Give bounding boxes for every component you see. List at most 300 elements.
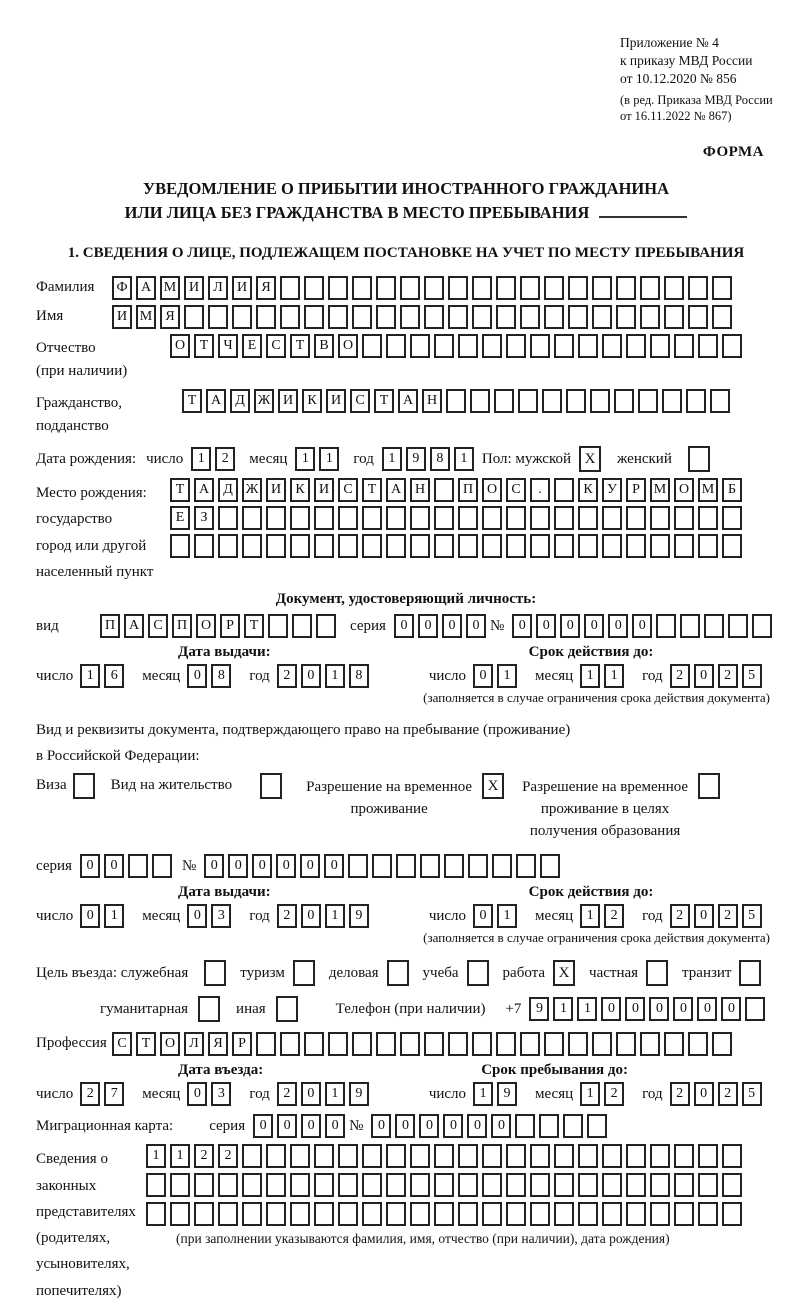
char-box: 0 — [301, 1114, 321, 1138]
issue-date-heading: Дата выдачи: — [178, 644, 271, 660]
char-box — [170, 1202, 190, 1226]
char-box — [434, 534, 454, 558]
birth-year-boxes — [382, 447, 478, 471]
char-box: С — [506, 478, 526, 502]
purpose-private-checkbox — [646, 960, 668, 986]
identity-doc-dates — [36, 664, 776, 688]
char-box: А — [206, 389, 226, 413]
phone-boxes — [529, 997, 769, 1021]
char-box — [626, 1173, 646, 1197]
char-box — [592, 305, 612, 329]
char-box — [448, 305, 468, 329]
char-box: 0 — [649, 997, 669, 1021]
char-box — [674, 1173, 694, 1197]
char-box: 1 — [319, 447, 339, 471]
char-box — [472, 276, 492, 300]
citizenship-label: Гражданство, подданство — [36, 394, 123, 434]
char-box — [458, 334, 478, 358]
char-box: 1 — [325, 664, 345, 688]
char-box: 2 — [194, 1144, 214, 1168]
char-box — [316, 614, 336, 638]
issue-day-boxes — [80, 664, 128, 688]
char-box — [482, 334, 502, 358]
char-box: И — [278, 389, 298, 413]
char-box — [218, 1202, 238, 1226]
char-box: Т — [136, 1032, 156, 1056]
entry-date-heading: Дата въезда: — [178, 1062, 264, 1079]
char-box: 0 — [80, 854, 100, 878]
char-box — [396, 854, 416, 878]
char-box: П — [458, 478, 478, 502]
char-box — [314, 1144, 334, 1168]
char-box — [472, 1032, 492, 1056]
representatives-note: (при заполнении указываются фамилия, имя, отчество (при наличии), дата рождения) — [176, 1231, 670, 1247]
char-box: 3 — [211, 1082, 231, 1106]
char-box — [722, 1144, 742, 1168]
section1-heading: 1. СВЕДЕНИЯ О ЛИЦЕ, ПОДЛЕЖАЩЕМ ПОСТАНОВКЕ НА УЧЕТ ПО МЕСТУ ПРЕБЫВАНИЯ — [67, 245, 745, 261]
stay-month-boxes — [580, 1082, 628, 1106]
char-box — [616, 276, 636, 300]
char-box — [482, 506, 502, 530]
char-box: Т — [362, 478, 382, 502]
char-box — [722, 506, 742, 530]
char-box — [242, 1144, 262, 1168]
char-box: С — [148, 614, 168, 638]
char-box: 0 — [187, 1082, 207, 1106]
char-box — [494, 389, 514, 413]
char-box: Д — [230, 389, 250, 413]
char-box — [722, 334, 742, 358]
char-box — [626, 1144, 646, 1168]
char-box — [314, 506, 334, 530]
migration-number-label: № — [349, 1117, 364, 1134]
residence-valid-month-boxes — [580, 904, 628, 928]
char-box — [554, 534, 574, 558]
char-box — [448, 276, 468, 300]
char-box: Л — [184, 1032, 204, 1056]
residence-series-label: серия — [36, 857, 72, 874]
char-box: 9 — [349, 1082, 369, 1106]
char-box — [290, 1173, 310, 1197]
birth-place-row-3 — [170, 534, 746, 558]
char-box — [194, 1173, 214, 1197]
purpose-work-label: работа — [502, 964, 546, 981]
char-box — [554, 478, 574, 502]
char-box — [482, 534, 502, 558]
surname-row — [36, 276, 776, 300]
char-box — [602, 506, 622, 530]
char-box: Т — [194, 334, 214, 358]
valid-day-boxes — [473, 664, 521, 688]
char-box: 0 — [80, 904, 100, 928]
char-box — [704, 614, 724, 638]
char-box: И — [326, 389, 346, 413]
char-box: 1 — [325, 904, 345, 928]
char-box — [146, 1202, 166, 1226]
char-box — [568, 305, 588, 329]
char-box: 0 — [277, 1114, 297, 1138]
char-box — [482, 1173, 502, 1197]
char-box — [328, 276, 348, 300]
identity-doc-row — [36, 614, 776, 638]
char-box: 1 — [604, 664, 624, 688]
char-box — [698, 506, 718, 530]
char-box: 2 — [670, 1082, 690, 1106]
char-box — [712, 305, 732, 329]
char-box: 0 — [371, 1114, 391, 1138]
char-box — [578, 534, 598, 558]
title-line-1: УВЕДОМЛЕНИЕ О ПРИБЫТИИ ИНОСТРАННОГО ГРАЖДАНИНА — [142, 179, 670, 199]
char-box — [458, 1144, 478, 1168]
char-box: 0 — [632, 614, 652, 638]
char-box: 0 — [473, 664, 493, 688]
char-box — [314, 1202, 334, 1226]
char-box: 0 — [473, 904, 493, 928]
char-box: В — [314, 334, 334, 358]
profession-label: Профессия — [36, 1035, 107, 1052]
char-box: 2 — [604, 904, 624, 928]
char-box: К — [290, 478, 310, 502]
day-label: число — [146, 450, 184, 467]
char-box: С — [350, 389, 370, 413]
char-box — [434, 1144, 454, 1168]
purpose-official-checkbox — [204, 960, 226, 986]
char-box: Ф — [112, 276, 132, 300]
char-box — [516, 854, 536, 878]
char-box: А — [194, 478, 214, 502]
surname-boxes — [112, 276, 736, 300]
char-box — [540, 854, 560, 878]
birth-place-block — [36, 478, 776, 585]
char-box: Е — [170, 506, 190, 530]
char-box: И — [112, 305, 132, 329]
form-label: ФОРМА — [702, 144, 764, 161]
doc-number-boxes — [512, 614, 776, 638]
char-box — [722, 1173, 742, 1197]
char-box — [542, 389, 562, 413]
char-box: 1 — [325, 1082, 345, 1106]
purpose-business-label: деловая — [328, 964, 379, 981]
char-box: 0 — [104, 854, 124, 878]
char-box — [544, 305, 564, 329]
valid-until-heading: Срок действия до: — [528, 644, 654, 660]
char-box: 1 — [580, 664, 600, 688]
purpose-row-2 — [100, 996, 776, 1022]
char-box — [152, 854, 172, 878]
char-box: О — [338, 334, 358, 358]
char-box: 0 — [694, 664, 714, 688]
char-box: 2 — [215, 447, 235, 471]
char-box — [208, 305, 228, 329]
char-box — [218, 534, 238, 558]
residence-series-boxes — [80, 854, 176, 878]
char-box: 1 — [553, 997, 573, 1021]
option-residence-permit: Вид на жительство — [111, 773, 282, 799]
char-box — [566, 389, 586, 413]
char-box — [170, 1173, 190, 1197]
char-box — [530, 1144, 550, 1168]
char-box — [602, 1144, 622, 1168]
residence-valid-heading: Срок действия до: — [528, 884, 654, 901]
char-box — [434, 506, 454, 530]
char-box: 0 — [252, 854, 272, 878]
birth-date-row — [36, 446, 776, 472]
stay-until-heading: Срок пребывания до: — [481, 1062, 628, 1079]
identity-doc-heading: Документ, удостоверяющий личность: — [275, 591, 537, 607]
residence-permit-checkbox — [260, 773, 282, 799]
purpose-tourism-checkbox — [293, 960, 315, 986]
char-box — [506, 1144, 526, 1168]
char-box: 0 — [419, 1114, 439, 1138]
char-box: . — [530, 478, 550, 502]
char-box: 1 — [295, 447, 315, 471]
char-box: Д — [218, 478, 238, 502]
char-box: 2 — [277, 904, 297, 928]
given-name-row — [36, 305, 776, 329]
char-box — [752, 614, 772, 638]
residence-issue-heading: Дата выдачи: — [178, 884, 271, 901]
patronymic-boxes — [170, 334, 746, 358]
purpose-other-checkbox — [276, 996, 298, 1022]
char-box: 9 — [349, 904, 369, 928]
char-box: К — [578, 478, 598, 502]
annex-line: от 10.12.2020 № 856 — [620, 71, 737, 87]
entry-dates — [36, 1082, 776, 1106]
char-box — [268, 614, 288, 638]
representatives-row-1 — [146, 1144, 746, 1168]
char-box: 1 — [104, 904, 124, 928]
char-box: 0 — [253, 1114, 273, 1138]
char-box — [626, 506, 646, 530]
char-box — [568, 276, 588, 300]
char-box — [338, 534, 358, 558]
residence-doc-date-headings — [36, 884, 776, 901]
char-box: З — [194, 506, 214, 530]
char-box — [712, 276, 732, 300]
char-box — [698, 334, 718, 358]
representatives-row-3 — [146, 1202, 746, 1226]
char-box: Р — [232, 1032, 252, 1056]
char-box: И — [232, 276, 252, 300]
char-box: М — [160, 276, 180, 300]
representatives-rows — [146, 1144, 746, 1247]
char-box: 0 — [608, 614, 628, 638]
char-box — [458, 534, 478, 558]
amendment-block — [620, 92, 776, 125]
char-box: 2 — [218, 1144, 238, 1168]
char-box — [410, 1202, 430, 1226]
char-box: 0 — [187, 664, 207, 688]
char-box: К — [302, 389, 322, 413]
char-box: 1 — [497, 664, 517, 688]
phone-prefix: +7 — [505, 1000, 522, 1017]
char-box — [530, 334, 550, 358]
char-box — [328, 305, 348, 329]
citizenship-boxes — [182, 389, 734, 413]
profession-row — [36, 1032, 776, 1056]
migration-number-boxes — [371, 1114, 611, 1138]
char-box: О — [170, 334, 190, 358]
char-box — [376, 276, 396, 300]
char-box — [539, 1114, 559, 1138]
char-box — [638, 389, 658, 413]
year-label: год — [353, 450, 374, 467]
patronymic-sublabel: (при наличии) — [36, 363, 128, 380]
char-box — [446, 389, 466, 413]
char-box — [602, 534, 622, 558]
char-box — [400, 276, 420, 300]
char-box — [587, 1114, 607, 1138]
entry-year-boxes — [277, 1082, 373, 1106]
char-box — [530, 1173, 550, 1197]
given-name-boxes — [112, 305, 736, 329]
purpose-study-checkbox — [467, 960, 489, 986]
char-box: 0 — [301, 1082, 321, 1106]
char-box: С — [112, 1032, 132, 1056]
char-box — [492, 854, 512, 878]
char-box — [362, 1202, 382, 1226]
char-box — [674, 334, 694, 358]
char-box: 0 — [625, 997, 645, 1021]
char-box — [194, 534, 214, 558]
residence-issue-year-boxes — [277, 904, 373, 928]
char-box: 0 — [721, 997, 741, 1021]
migration-card-row — [36, 1114, 776, 1138]
citizenship-row — [36, 389, 776, 439]
entry-date-group: число 2 7 месяц 0 3 год 2 0 1 9 — [36, 1082, 373, 1106]
birth-day-boxes — [191, 447, 239, 471]
char-box: 1 — [580, 904, 600, 928]
char-box — [472, 305, 492, 329]
char-box: Т — [170, 478, 190, 502]
char-box: Ж — [242, 478, 262, 502]
char-box — [554, 1173, 574, 1197]
char-box — [650, 534, 670, 558]
char-box: М — [136, 305, 156, 329]
purpose-humanitarian-label: гуманитарная — [100, 1000, 189, 1017]
char-box — [458, 1202, 478, 1226]
char-box: 0 — [512, 614, 532, 638]
char-box — [688, 1032, 708, 1056]
sex-male-checkbox: X — [579, 446, 601, 472]
birth-month-boxes — [295, 447, 343, 471]
doc-series-label: серия — [350, 617, 386, 634]
representatives-block — [36, 1144, 776, 1304]
char-box — [728, 614, 748, 638]
issue-month-boxes — [187, 664, 235, 688]
char-box — [688, 276, 708, 300]
char-box — [304, 1032, 324, 1056]
char-box — [242, 506, 262, 530]
char-box — [468, 854, 488, 878]
valid-year-boxes — [670, 664, 766, 688]
char-box: 2 — [277, 1082, 297, 1106]
char-box — [592, 276, 612, 300]
residence-valid-year-boxes — [670, 904, 766, 928]
char-box: 0 — [601, 997, 621, 1021]
char-box — [266, 506, 286, 530]
char-box — [506, 506, 526, 530]
char-box: 0 — [694, 904, 714, 928]
char-box: М — [650, 478, 670, 502]
char-box — [698, 534, 718, 558]
migration-series-label: серия — [209, 1117, 246, 1134]
char-box — [602, 1173, 622, 1197]
char-box — [664, 305, 684, 329]
char-box — [266, 1144, 286, 1168]
char-box — [554, 1202, 574, 1226]
char-box: 1 — [577, 997, 597, 1021]
char-box: Ж — [254, 389, 274, 413]
char-box — [328, 1032, 348, 1056]
char-box: 8 — [211, 664, 231, 688]
issue-date-group: число 1 6 месяц 0 8 год 2 0 1 8 — [36, 664, 373, 688]
char-box — [680, 614, 700, 638]
char-box — [362, 1173, 382, 1197]
birth-place-row-1 — [170, 478, 746, 502]
char-box: 0 — [491, 1114, 511, 1138]
char-box — [420, 854, 440, 878]
char-box — [434, 1173, 454, 1197]
char-box: 0 — [443, 1114, 463, 1138]
char-box: 7 — [104, 1082, 124, 1106]
char-box — [170, 534, 190, 558]
char-box: П — [100, 614, 120, 638]
char-box: 2 — [670, 904, 690, 928]
char-box — [410, 1144, 430, 1168]
patronymic-label: Отчество (при наличии) — [36, 340, 128, 380]
option-rvp: Разрешение на временное проживание X — [306, 773, 504, 821]
char-box — [616, 1032, 636, 1056]
char-box: 2 — [670, 664, 690, 688]
char-box — [434, 478, 454, 502]
char-box: 2 — [718, 904, 738, 928]
char-box — [232, 305, 252, 329]
char-box: 2 — [80, 1082, 100, 1106]
char-box — [376, 1032, 396, 1056]
char-box: 1 — [80, 664, 100, 688]
identity-doc-note: (заполняется в случае ограничения срока действия документа) — [423, 690, 770, 705]
char-box: 0 — [466, 614, 486, 638]
char-box — [338, 506, 358, 530]
char-box: 5 — [742, 1082, 762, 1106]
entry-day-boxes — [80, 1082, 128, 1106]
char-box: 0 — [673, 997, 693, 1021]
stay-day-boxes — [473, 1082, 521, 1106]
char-box — [530, 534, 550, 558]
sex-female-checkbox — [688, 446, 710, 472]
char-box — [722, 1202, 742, 1226]
char-box — [664, 276, 684, 300]
residence-valid-day-boxes — [473, 904, 521, 928]
char-box — [674, 1144, 694, 1168]
char-box: И — [266, 478, 286, 502]
amendment-line: (в ред. Приказа МВД России — [620, 92, 773, 107]
char-box — [650, 1173, 670, 1197]
char-box — [218, 1173, 238, 1197]
char-box — [626, 1202, 646, 1226]
char-box: Т — [182, 389, 202, 413]
char-box: 0 — [694, 1082, 714, 1106]
char-box — [448, 1032, 468, 1056]
char-box: У — [602, 478, 622, 502]
rvp-checkbox: X — [482, 773, 504, 799]
char-box — [616, 305, 636, 329]
sex-female-label: женский — [617, 450, 672, 467]
char-box — [664, 1032, 684, 1056]
residence-number-boxes — [204, 854, 564, 878]
char-box — [530, 1202, 550, 1226]
